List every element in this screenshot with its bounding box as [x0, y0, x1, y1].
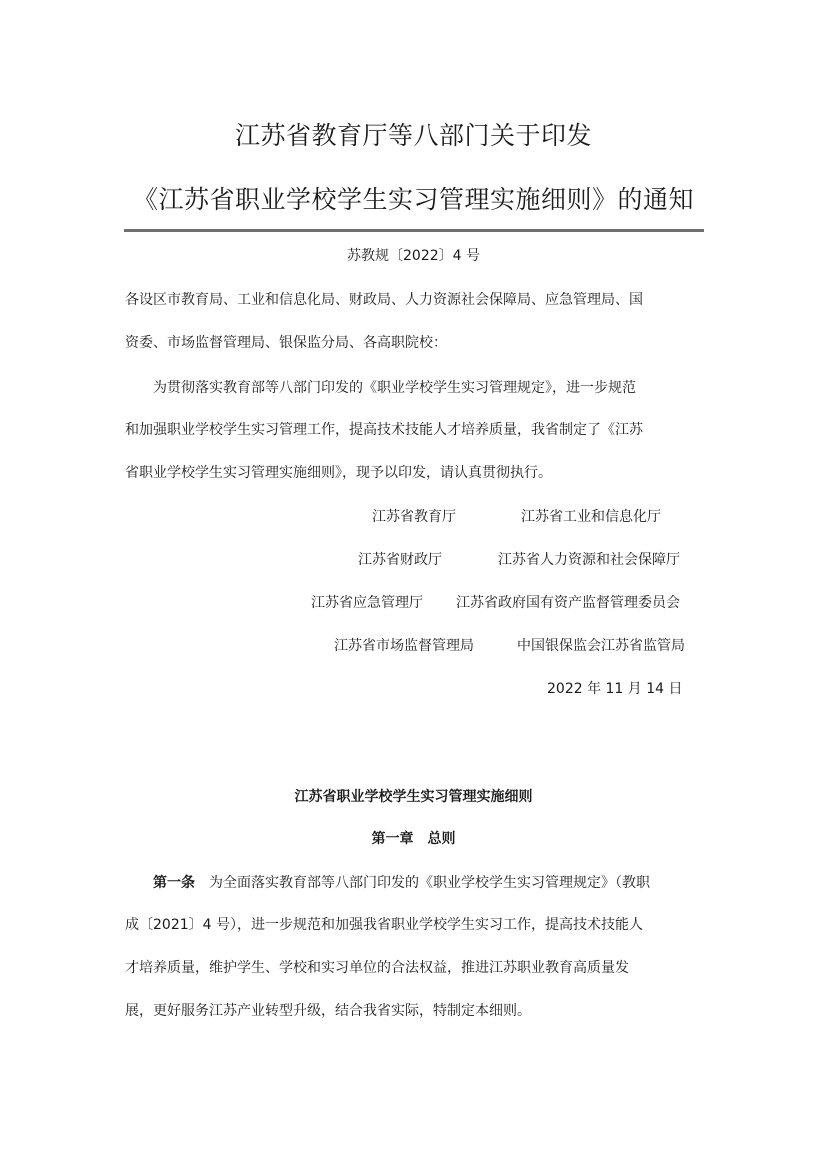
signatory: 江苏省市场监督管理局	[334, 638, 474, 654]
article-line: 展，更好服务江苏产业转型升级，结合我省实际，特制定本细则。	[125, 1003, 531, 1019]
signatory: 江苏省应急管理厅	[311, 595, 423, 611]
notice-title-line-1: 江苏省教育厅等八部门关于印发	[234, 121, 592, 150]
article-line: 成〔2021〕4 号），进一步规范和加强我省职业学校学生实习工作，提高技术技能人	[125, 917, 643, 933]
issue-date: 2022 年 11 月 14 日	[547, 681, 683, 697]
recipients-line: 资委、市场监督管理局、银保监分局、各高职院校：	[125, 335, 447, 351]
signatory: 江苏省财政厅	[358, 552, 442, 568]
body-line: 省职业学校学生实习管理实施细则》，现予以印发，请认真贯彻执行。	[125, 465, 552, 481]
body-line: 和加强职业学校学生实习管理工作，提高技术技能人才培养质量，我省制定了《江苏	[125, 422, 643, 438]
title-divider	[124, 229, 704, 232]
section-title: 江苏省职业学校学生实习管理实施细则	[294, 789, 533, 805]
chapter-title: 第一章 总则	[371, 831, 456, 847]
signatory: 江苏省政府国有资产监督管理委员会	[456, 595, 680, 611]
recipients-line: 各设区市教育局、工业和信息化局、财政局、人力资源社会保障局、应急管理局、国	[125, 292, 643, 308]
signatory: 中国银保监会江苏省监管局	[517, 638, 685, 654]
document-number: 苏教规〔2022〕4 号	[347, 248, 480, 264]
notice-title-line-2: 《江苏省职业学校学生实习管理实施细则》的通知	[132, 185, 694, 214]
article-text: 为全面落实教育部等八部门印发的《职业学校学生实习管理规定》（教职	[209, 875, 650, 891]
signatory: 江苏省教育厅	[372, 509, 456, 525]
article-label: 第一条	[153, 875, 195, 891]
article-line: 才培养质量，维护学生、学校和实习单位的合法权益，推进江苏职业教育高质量发	[125, 960, 629, 976]
body-line: 为贯彻落实教育部等八部门印发的《职业学校学生实习管理规定》，进一步规范	[153, 380, 636, 396]
signatory: 江苏省人力资源和社会保障厅	[498, 552, 680, 568]
article-1-first-line	[153, 872, 650, 892]
signatory: 江苏省工业和信息化厅	[521, 509, 661, 525]
